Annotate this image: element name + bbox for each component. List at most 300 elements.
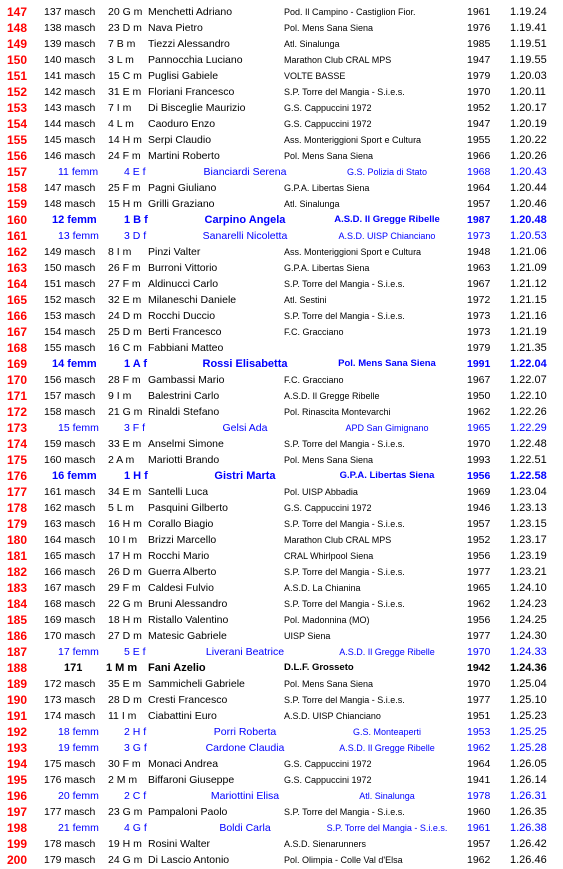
position-cell: 164 — [7, 277, 28, 291]
position-cell: 176 — [7, 469, 28, 483]
birth-year-cell: 1955 — [467, 134, 491, 146]
birth-year-cell: 1956 — [467, 470, 491, 482]
position-cell: 187 — [7, 645, 28, 659]
position-cell: 148 — [7, 21, 28, 35]
team-cell: S.P. Torre del Mangia - S.i.e.s. — [284, 695, 405, 705]
category-count-cell: 15 femm — [58, 422, 99, 434]
team-cell: S.P. Torre del Mangia - S.i.e.s. — [284, 439, 405, 449]
table-row — [0, 644, 563, 660]
table-row — [0, 372, 563, 388]
birth-year-cell: 1973 — [467, 326, 491, 338]
category-count-cell: 176 masch — [44, 774, 96, 786]
team-cell: S.P. Torre del Mangia - S.i.e.s. — [284, 807, 405, 817]
birth-year-cell: 1962 — [467, 742, 491, 754]
category-rank-cell: 31 E m — [108, 86, 142, 98]
position-cell: 189 — [7, 677, 28, 691]
category-count-cell: 160 masch — [44, 454, 96, 466]
category-count-cell: 137 masch — [44, 6, 96, 18]
birth-year-cell: 1973 — [467, 310, 491, 322]
category-count-cell: 175 masch — [44, 758, 96, 770]
position-cell: 175 — [7, 453, 28, 467]
category-count-cell: 154 masch — [44, 326, 96, 338]
team-cell: Pol. Mens Sana Siena — [284, 455, 374, 465]
category-count-cell: 178 masch — [44, 838, 96, 850]
birth-year-cell: 1950 — [467, 390, 491, 402]
category-rank-cell: 34 E m — [108, 486, 142, 498]
table-row — [0, 580, 563, 596]
table-row — [0, 660, 563, 676]
category-count-cell: 173 masch — [44, 694, 96, 706]
athlete-name-cell: Caoduro Enzo — [148, 118, 216, 130]
birth-year-cell: 1972 — [467, 294, 491, 306]
birth-year-cell: 1951 — [467, 710, 491, 722]
athlete-name-cell: Ristallo Valentino — [148, 614, 229, 626]
position-cell: 188 — [7, 661, 28, 675]
finish-time-cell: 1.21.35 — [510, 342, 547, 354]
finish-time-cell: 1.21.06 — [510, 246, 547, 258]
position-cell: 172 — [7, 405, 28, 419]
category-count-cell: 153 masch — [44, 310, 96, 322]
birth-year-cell: 1961 — [467, 6, 491, 18]
finish-time-cell: 1.23.19 — [510, 550, 547, 562]
table-row — [0, 68, 563, 84]
team-cell: A.S.D. Il Gregge Ribelle — [339, 647, 435, 657]
finish-time-cell: 1.25.10 — [510, 694, 547, 706]
team-cell: A.S.D. Il Gregge Ribelle — [284, 391, 380, 401]
table-row — [0, 212, 563, 228]
table-row — [0, 548, 563, 564]
birth-year-cell: 1956 — [467, 550, 491, 562]
position-cell: 193 — [7, 741, 28, 755]
category-count-cell: 166 masch — [44, 566, 96, 578]
category-rank-cell: 35 E m — [108, 678, 142, 690]
athlete-name-cell: Liverani Beatrice — [205, 646, 285, 658]
finish-time-cell: 1.20.53 — [510, 230, 547, 242]
category-rank-cell: 22 G m — [108, 598, 143, 610]
finish-time-cell: 1.22.26 — [510, 406, 547, 418]
team-cell: G.S. Cappuccini 1972 — [284, 503, 372, 513]
category-count-cell: 13 femm — [58, 230, 99, 242]
category-count-cell: 20 femm — [58, 790, 99, 802]
table-row — [0, 516, 563, 532]
finish-time-cell: 1.25.23 — [510, 710, 547, 722]
team-cell: S.P. Torre del Mangia - S.i.e.s. — [284, 599, 405, 609]
finish-time-cell: 1.23.17 — [510, 534, 547, 546]
athlete-name-cell: Anselmi Simone — [148, 438, 224, 450]
birth-year-cell: 1964 — [467, 758, 491, 770]
athlete-name-cell: Biffaroni Giuseppe — [148, 774, 235, 786]
category-rank-cell: 23 G m — [108, 806, 143, 818]
table-row — [0, 708, 563, 724]
finish-time-cell: 1.19.51 — [510, 38, 547, 50]
athlete-name-cell: Porri Roberta — [213, 726, 277, 738]
table-row — [0, 740, 563, 756]
table-row — [0, 820, 563, 836]
table-row — [0, 116, 563, 132]
athlete-name-cell: Balestrini Carlo — [148, 390, 220, 402]
finish-time-cell: 1.19.41 — [510, 22, 547, 34]
birth-year-cell: 1967 — [467, 278, 491, 290]
category-rank-cell: 24 D m — [108, 310, 142, 322]
table-row — [0, 404, 563, 420]
category-rank-cell: 25 F m — [108, 182, 141, 194]
finish-time-cell: 1.23.15 — [510, 518, 547, 530]
athlete-name-cell: Sammicheli Gabriele — [148, 678, 245, 690]
team-cell: A.S.D. UISP Chianciano — [284, 711, 381, 721]
birth-year-cell: 1977 — [467, 566, 491, 578]
category-count-cell: 140 masch — [44, 54, 96, 66]
finish-time-cell: 1.19.24 — [510, 6, 547, 18]
table-row — [0, 804, 563, 820]
category-rank-cell: 8 I m — [108, 246, 132, 258]
birth-year-cell: 1987 — [467, 214, 491, 226]
table-row — [0, 292, 563, 308]
athlete-name-cell: Gistri Marta — [214, 470, 276, 482]
table-row — [0, 724, 563, 740]
birth-year-cell: 1962 — [467, 598, 491, 610]
position-cell: 156 — [7, 149, 28, 163]
finish-time-cell: 1.23.04 — [510, 486, 547, 498]
position-cell: 170 — [7, 373, 28, 387]
athlete-name-cell: Nava Pietro — [148, 22, 203, 34]
category-rank-cell: 28 F m — [108, 374, 141, 386]
athlete-name-cell: Pinzi Valter — [148, 246, 201, 258]
position-cell: 182 — [7, 565, 28, 579]
category-count-cell: 167 masch — [44, 582, 96, 594]
finish-time-cell: 1.21.12 — [510, 278, 547, 290]
birth-year-cell: 1953 — [467, 726, 491, 738]
team-cell: Marathon Club CRAL MPS — [284, 535, 392, 545]
athlete-name-cell: Rocchi Duccio — [148, 310, 216, 322]
position-cell: 190 — [7, 693, 28, 707]
finish-time-cell: 1.25.25 — [510, 726, 547, 738]
category-count-cell: 174 masch — [44, 710, 96, 722]
category-rank-cell: 1 M m — [106, 662, 138, 674]
athlete-name-cell: Boldi Carla — [219, 822, 271, 834]
table-row — [0, 484, 563, 500]
birth-year-cell: 1970 — [467, 646, 491, 658]
table-row — [0, 532, 563, 548]
table-row — [0, 52, 563, 68]
team-cell: S.P. Torre del Mangia - S.i.e.s. — [284, 519, 405, 529]
category-rank-cell: 26 D m — [108, 566, 142, 578]
finish-time-cell: 1.23.13 — [510, 502, 547, 514]
category-count-cell: 12 femm — [52, 214, 97, 226]
position-cell: 155 — [7, 133, 28, 147]
birth-year-cell: 1962 — [467, 406, 491, 418]
category-rank-cell: 27 F m — [108, 278, 141, 290]
category-rank-cell: 4 L m — [108, 118, 134, 130]
position-cell: 191 — [7, 709, 28, 723]
category-rank-cell: 2 H f — [124, 726, 147, 738]
team-cell: A.S.D. Il Gregge Ribelle — [339, 743, 435, 753]
birth-year-cell: 1952 — [467, 102, 491, 114]
category-rank-cell: 7 I m — [108, 102, 132, 114]
team-cell: D.L.F. Grosseto — [284, 662, 354, 673]
table-row — [0, 276, 563, 292]
category-rank-cell: 29 F m — [108, 582, 141, 594]
category-rank-cell: 7 B m — [108, 38, 136, 50]
finish-time-cell: 1.20.19 — [510, 118, 547, 130]
category-rank-cell: 1 B f — [124, 214, 148, 226]
finish-time-cell: 1.22.07 — [510, 374, 547, 386]
table-row — [0, 772, 563, 788]
birth-year-cell: 1979 — [467, 342, 491, 354]
team-cell: CRAL Whirlpool Siena — [284, 551, 374, 561]
team-cell: S.P. Torre del Mangia - S.i.e.s. — [284, 279, 405, 289]
category-rank-cell: 26 F m — [108, 262, 141, 274]
category-rank-cell: 24 G m — [108, 854, 143, 866]
category-count-cell: 16 femm — [52, 470, 97, 482]
category-count-cell: 164 masch — [44, 534, 96, 546]
team-cell: Marathon Club CRAL MPS — [284, 55, 392, 65]
category-count-cell: 18 femm — [58, 726, 99, 738]
birth-year-cell: 1970 — [467, 86, 491, 98]
category-count-cell: 161 masch — [44, 486, 96, 498]
position-cell: 165 — [7, 293, 28, 307]
table-row — [0, 468, 563, 484]
table-row — [0, 4, 563, 20]
category-rank-cell: 28 D m — [108, 694, 142, 706]
finish-time-cell: 1.24.10 — [510, 582, 547, 594]
position-cell: 174 — [7, 437, 28, 451]
birth-year-cell: 1973 — [467, 230, 491, 242]
position-cell: 177 — [7, 485, 28, 499]
category-count-cell: 155 masch — [44, 342, 96, 354]
category-rank-cell: 14 H m — [108, 134, 142, 146]
category-count-cell: 170 masch — [44, 630, 96, 642]
team-cell: G.S. Cappuccini 1972 — [284, 103, 372, 113]
table-row — [0, 788, 563, 804]
table-row — [0, 692, 563, 708]
table-row — [0, 132, 563, 148]
position-cell: 171 — [7, 389, 28, 403]
birth-year-cell: 1970 — [467, 438, 491, 450]
team-cell: A.S.D. Sienarunners — [284, 839, 367, 849]
birth-year-cell: 1966 — [467, 150, 491, 162]
position-cell: 192 — [7, 725, 28, 739]
position-cell: 159 — [7, 197, 28, 211]
table-row — [0, 356, 563, 372]
category-rank-cell: 2 M m — [108, 774, 138, 786]
athlete-name-cell: Tiezzi Alessandro — [148, 38, 230, 50]
athlete-name-cell: Caldesi Fulvio — [148, 582, 214, 594]
finish-time-cell: 1.25.04 — [510, 678, 547, 690]
category-rank-cell: 21 G m — [108, 406, 143, 418]
team-cell: Pol. Madonnina (MO) — [284, 615, 370, 625]
team-cell: Pol. Olimpia - Colle Val d'Elsa — [284, 855, 403, 865]
athlete-name-cell: Bruni Alessandro — [148, 598, 228, 610]
athlete-name-cell: Di Bisceglie Maurizio — [148, 102, 246, 114]
category-count-cell: 159 masch — [44, 438, 96, 450]
category-count-cell: 148 masch — [44, 198, 96, 210]
birth-year-cell: 1956 — [467, 614, 491, 626]
finish-time-cell: 1.22.48 — [510, 438, 547, 450]
athlete-name-cell: Brizzi Marcello — [148, 534, 217, 546]
athlete-name-cell: Cresti Francesco — [148, 694, 228, 706]
finish-time-cell: 1.19.55 — [510, 54, 547, 66]
position-cell: 152 — [7, 85, 28, 99]
team-cell: Ass. Monteriggioni Sport e Cultura — [284, 247, 422, 257]
table-row — [0, 564, 563, 580]
table-row — [0, 836, 563, 852]
position-cell: 180 — [7, 533, 28, 547]
position-cell: 166 — [7, 309, 28, 323]
category-rank-cell: 18 H m — [108, 614, 142, 626]
finish-time-cell: 1.22.04 — [510, 358, 547, 370]
category-count-cell: 139 masch — [44, 38, 96, 50]
finish-time-cell: 1.26.38 — [510, 822, 547, 834]
athlete-name-cell: Bianciardi Serena — [203, 166, 287, 178]
finish-time-cell: 1.20.43 — [510, 166, 547, 178]
category-rank-cell: 4 G f — [124, 822, 147, 834]
athlete-name-cell: Martini Roberto — [148, 150, 220, 162]
finish-time-cell: 1.22.10 — [510, 390, 547, 402]
position-cell: 181 — [7, 549, 28, 563]
athlete-name-cell: Rosini Walter — [148, 838, 211, 850]
birth-year-cell: 1969 — [467, 486, 491, 498]
category-rank-cell: 20 G m — [108, 6, 143, 18]
athlete-name-cell: Sanarelli Nicoletta — [202, 230, 288, 242]
birth-year-cell: 1977 — [467, 694, 491, 706]
position-cell: 158 — [7, 181, 28, 195]
team-cell: Atl. Sinalunga — [284, 39, 340, 49]
category-count-cell: 150 masch — [44, 262, 96, 274]
birth-year-cell: 1970 — [467, 678, 491, 690]
category-rank-cell: 24 F m — [108, 150, 141, 162]
category-count-cell: 19 femm — [58, 742, 99, 754]
position-cell: 196 — [7, 789, 28, 803]
table-row — [0, 308, 563, 324]
category-count-cell: 179 masch — [44, 854, 96, 866]
category-rank-cell: 30 F m — [108, 758, 141, 770]
table-row — [0, 84, 563, 100]
team-cell: F.C. Gracciano — [284, 327, 344, 337]
table-row — [0, 20, 563, 36]
team-cell: APD San Gimignano — [345, 423, 429, 433]
table-row — [0, 324, 563, 340]
category-rank-cell: 3 F f — [124, 422, 146, 434]
finish-time-cell: 1.22.29 — [510, 422, 547, 434]
team-cell: Pol. Rinascita Montevarchi — [284, 407, 391, 417]
team-cell: G.S. Monteaperti — [352, 727, 422, 737]
category-count-cell: 177 masch — [44, 806, 96, 818]
finish-time-cell: 1.24.30 — [510, 630, 547, 642]
category-count-cell: 17 femm — [58, 646, 99, 658]
team-cell: Ass. Monteriggioni Sport e Cultura — [284, 135, 422, 145]
category-rank-cell: 9 I m — [108, 390, 132, 402]
position-cell: 200 — [7, 853, 28, 867]
team-cell: A.S.D. La Chianina — [284, 583, 361, 593]
birth-year-cell: 1977 — [467, 630, 491, 642]
finish-time-cell: 1.22.58 — [510, 470, 547, 482]
team-cell: Pol. Mens Sana Siena — [284, 679, 374, 689]
athlete-name-cell: Serpi Claudio — [148, 134, 212, 146]
athlete-name-cell: Pampaloni Paolo — [148, 806, 228, 818]
team-cell: Pol. Mens Sana Siena — [284, 23, 374, 33]
team-cell: A.S.D. UISP Chianciano — [338, 231, 436, 241]
athlete-name-cell: Rinaldi Stefano — [148, 406, 220, 418]
table-row — [0, 420, 563, 436]
finish-time-cell: 1.20.17 — [510, 102, 547, 114]
finish-time-cell: 1.26.14 — [510, 774, 547, 786]
category-count-cell: 152 masch — [44, 294, 96, 306]
position-cell: 149 — [7, 37, 28, 51]
position-cell: 185 — [7, 613, 28, 627]
category-rank-cell: 3 L m — [108, 54, 134, 66]
table-row — [0, 436, 563, 452]
category-count-cell: 157 masch — [44, 390, 96, 402]
finish-time-cell: 1.21.09 — [510, 262, 547, 274]
position-cell: 157 — [7, 165, 28, 179]
position-cell: 154 — [7, 117, 28, 131]
category-count-cell: 171 — [64, 662, 83, 674]
athlete-name-cell: Menchetti Adriano — [148, 6, 233, 18]
team-cell: S.P. Torre del Mangia - S.i.e.s. — [284, 311, 405, 321]
team-cell: S.P. Torre del Mangia - S.i.e.s. — [326, 823, 448, 833]
athlete-name-cell: Guerra Alberto — [148, 566, 217, 578]
table-row — [0, 228, 563, 244]
category-count-cell: 11 femm — [58, 166, 99, 178]
category-count-cell: 142 masch — [44, 86, 96, 98]
table-row — [0, 36, 563, 52]
table-row — [0, 500, 563, 516]
category-rank-cell: 16 H m — [108, 518, 142, 530]
birth-year-cell: 1960 — [467, 806, 491, 818]
category-rank-cell: 25 D m — [108, 326, 142, 338]
finish-time-cell: 1.20.22 — [510, 134, 547, 146]
birth-year-cell: 1941 — [467, 774, 491, 786]
category-rank-cell: 3 D f — [124, 230, 147, 242]
category-rank-cell: 1 H f — [124, 470, 148, 482]
finish-time-cell: 1.20.44 — [510, 182, 547, 194]
category-count-cell: 156 masch — [44, 374, 96, 386]
birth-year-cell: 1952 — [467, 534, 491, 546]
athlete-name-cell: Floriani Francesco — [148, 86, 235, 98]
category-rank-cell: 17 H m — [108, 550, 142, 562]
athlete-name-cell: Monaci Andrea — [148, 758, 219, 770]
athlete-name-cell: Gelsi Ada — [222, 422, 268, 434]
athlete-name-cell: Aldinucci Carlo — [148, 278, 219, 290]
athlete-name-cell: Cardone Claudia — [205, 742, 285, 754]
birth-year-cell: 1967 — [467, 374, 491, 386]
birth-year-cell: 1963 — [467, 262, 491, 274]
team-cell: S.P. Torre del Mangia - S.i.e.s. — [284, 87, 405, 97]
birth-year-cell: 1991 — [467, 358, 491, 370]
table-row — [0, 340, 563, 356]
category-rank-cell: 15 H m — [108, 198, 142, 210]
category-rank-cell: 2 C f — [124, 790, 147, 802]
position-cell: 168 — [7, 341, 28, 355]
category-rank-cell: 3 G f — [124, 742, 147, 754]
birth-year-cell: 1965 — [467, 422, 491, 434]
category-count-cell: 21 femm — [58, 822, 99, 834]
category-rank-cell: 5 L m — [108, 502, 134, 514]
finish-time-cell: 1.24.33 — [510, 646, 547, 658]
athlete-name-cell: Corallo Biagio — [148, 518, 214, 530]
position-cell: 167 — [7, 325, 28, 339]
team-cell: Pol. Mens Sana Siena — [338, 358, 436, 369]
team-cell: G.S. Cappuccini 1972 — [284, 119, 372, 129]
position-cell: 184 — [7, 597, 28, 611]
athlete-name-cell: Rossi Elisabetta — [202, 358, 288, 370]
birth-year-cell: 1965 — [467, 582, 491, 594]
finish-time-cell: 1.26.31 — [510, 790, 547, 802]
position-cell: 179 — [7, 517, 28, 531]
category-count-cell: 151 masch — [44, 278, 96, 290]
team-cell: Atl. Sinalunga — [284, 199, 340, 209]
category-count-cell: 172 masch — [44, 678, 96, 690]
